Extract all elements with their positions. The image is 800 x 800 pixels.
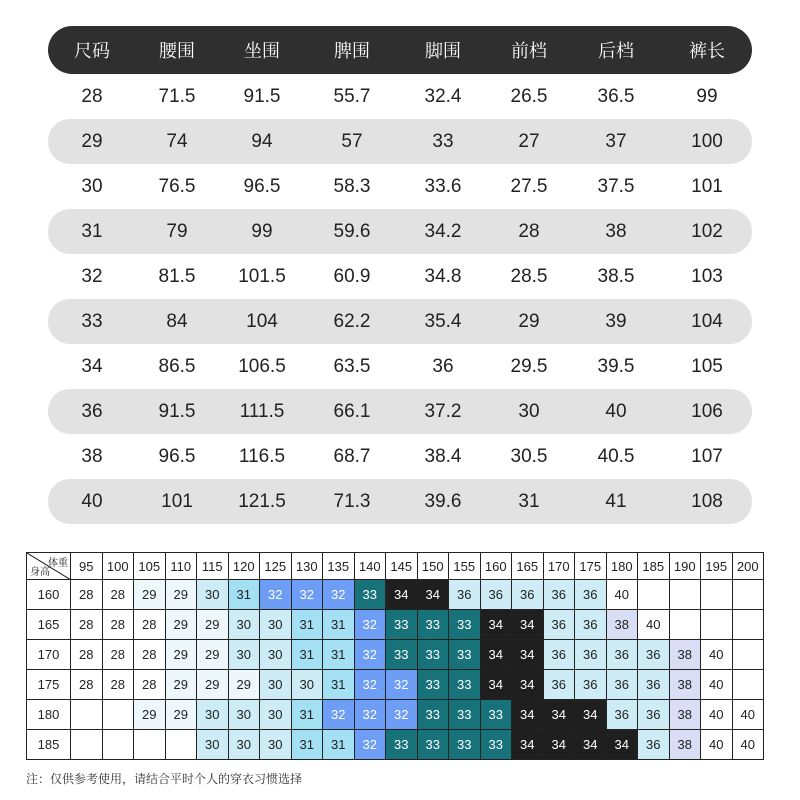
height-label: 170 [27, 640, 71, 670]
table-cell: 111.5 [239, 400, 285, 422]
weight-header: 195 [701, 553, 733, 580]
table-cell: 86.5 [158, 355, 196, 377]
size-cell: 36 [575, 670, 607, 700]
weight-header: 100 [102, 553, 134, 580]
size-cell: 33 [449, 730, 481, 760]
table-cell: 33 [432, 130, 454, 152]
size-cell: 32 [323, 580, 355, 610]
size-cell: 32 [291, 580, 323, 610]
size-cell: 31 [323, 730, 355, 760]
size-cell: 36 [512, 580, 544, 610]
table-cell: 104 [691, 310, 723, 332]
weight-header: 155 [449, 553, 481, 580]
size-cell [102, 700, 134, 730]
size-cell: 34 [386, 580, 418, 610]
table-cell: 59.6 [333, 220, 371, 242]
table-cell: 29 [518, 310, 540, 332]
size-cell: 36 [449, 580, 481, 610]
size-cell: 30 [197, 580, 229, 610]
size-cell: 32 [354, 610, 386, 640]
table-cell: 28.5 [510, 265, 548, 287]
table-cell: 79 [166, 220, 188, 242]
height-label: 185 [27, 730, 71, 760]
table-cell: 30 [81, 175, 103, 197]
size-cell [732, 640, 764, 670]
size-cell: 31 [291, 610, 323, 640]
size-cell: 29 [165, 580, 197, 610]
size-cell: 31 [291, 640, 323, 670]
size-cell: 28 [102, 640, 134, 670]
size-cell [701, 580, 733, 610]
weight-header: 185 [638, 553, 670, 580]
weight-header: 160 [480, 553, 512, 580]
size-cell [732, 610, 764, 640]
size-cell: 28 [71, 640, 103, 670]
size-cell: 34 [512, 610, 544, 640]
table-cell: 36.5 [597, 85, 635, 107]
size-cell: 31 [228, 580, 260, 610]
size-cell: 29 [165, 670, 197, 700]
table-cell: 31 [81, 220, 103, 242]
size-cell: 34 [480, 610, 512, 640]
weight-header: 140 [354, 553, 386, 580]
size-cell: 32 [386, 700, 418, 730]
size-cell: 29 [197, 610, 229, 640]
size-cell: 30 [260, 670, 292, 700]
weight-header: 120 [228, 553, 260, 580]
column-header: 坐围 [244, 41, 280, 62]
size-cell: 33 [386, 730, 418, 760]
size-cell: 32 [354, 640, 386, 670]
size-cell: 32 [260, 580, 292, 610]
size-cell: 33 [354, 580, 386, 610]
size-cell: 34 [512, 730, 544, 760]
size-cell: 36 [638, 700, 670, 730]
column-header: 脚围 [425, 41, 461, 62]
table-cell: 74 [166, 130, 188, 152]
size-cell: 29 [165, 700, 197, 730]
weight-header-row [27, 553, 764, 580]
size-cell: 28 [102, 610, 134, 640]
table-cell: 34.2 [424, 220, 462, 242]
size-cell: 33 [449, 670, 481, 700]
size-cell: 38 [606, 610, 638, 640]
table-cell: 76.5 [158, 175, 196, 197]
table-cell: 101 [691, 175, 723, 197]
size-cell: 31 [291, 700, 323, 730]
table-cell: 37.2 [424, 400, 462, 422]
size-cell [102, 730, 134, 760]
table-cell: 28 [81, 85, 103, 107]
weight-header: 110 [165, 553, 197, 580]
table-row [48, 434, 752, 479]
table-cell: 101.5 [238, 265, 286, 287]
table-cell: 37.5 [597, 175, 635, 197]
table-cell: 62.2 [333, 310, 371, 332]
size-cell: 36 [543, 640, 575, 670]
table-cell: 32 [81, 265, 103, 287]
size-cell: 33 [417, 730, 449, 760]
height-row [27, 580, 764, 610]
table-cell: 33.6 [424, 175, 462, 197]
size-cell: 30 [228, 700, 260, 730]
size-cell: 28 [71, 610, 103, 640]
size-cell: 34 [417, 580, 449, 610]
size-cell: 29 [165, 610, 197, 640]
size-cell: 30 [260, 730, 292, 760]
size-cell: 34 [543, 700, 575, 730]
size-cell: 30 [197, 700, 229, 730]
size-cell: 36 [606, 640, 638, 670]
table-cell: 100 [691, 130, 723, 152]
corner-weight-label: 体重 [48, 558, 68, 569]
table-cell: 91.5 [158, 400, 196, 422]
size-cell [669, 610, 701, 640]
size-cell: 40 [606, 580, 638, 610]
size-cell: 29 [197, 670, 229, 700]
size-cell: 36 [638, 670, 670, 700]
size-cell: 32 [354, 730, 386, 760]
table-cell: 81.5 [158, 265, 196, 287]
table-cell: 38 [605, 220, 627, 242]
table-cell: 121.5 [238, 490, 286, 512]
table-cell: 106 [691, 400, 723, 422]
size-table [48, 26, 752, 524]
size-cell: 40 [701, 730, 733, 760]
size-cell: 28 [134, 640, 166, 670]
size-cell: 40 [701, 640, 733, 670]
size-cell: 36 [480, 580, 512, 610]
table-cell: 36 [81, 400, 103, 422]
size-cell: 38 [669, 640, 701, 670]
size-cell: 30 [197, 730, 229, 760]
size-cell: 38 [669, 700, 701, 730]
size-cell: 36 [543, 580, 575, 610]
size-cell: 36 [638, 640, 670, 670]
weight-header: 145 [386, 553, 418, 580]
weight-header: 95 [71, 553, 103, 580]
size-cell: 36 [543, 610, 575, 640]
table-cell: 116.5 [238, 445, 286, 467]
column-header: 后档 [598, 41, 634, 62]
table-cell: 38 [81, 445, 103, 467]
size-cell: 28 [134, 670, 166, 700]
table-row [48, 74, 752, 119]
corner-height-label: 身高 [30, 567, 50, 578]
table-cell: 28 [518, 220, 540, 242]
table-cell: 39 [605, 310, 627, 332]
weight-header: 170 [543, 553, 575, 580]
table-cell: 66.1 [333, 400, 371, 422]
size-cell: 32 [386, 670, 418, 700]
size-cell: 40 [732, 730, 764, 760]
weight-header: 180 [606, 553, 638, 580]
size-cell: 30 [228, 640, 260, 670]
size-cell: 36 [606, 670, 638, 700]
table-cell: 31 [518, 490, 540, 512]
size-cell [638, 580, 670, 610]
size-cell: 36 [575, 610, 607, 640]
table-cell: 36 [432, 355, 454, 377]
size-cell: 34 [512, 700, 544, 730]
size-cell: 33 [417, 640, 449, 670]
size-cell [732, 580, 764, 610]
weight-header: 150 [417, 553, 449, 580]
weight-header: 115 [197, 553, 229, 580]
column-header: 裤长 [689, 41, 725, 62]
size-cell: 40 [638, 610, 670, 640]
table-row [48, 164, 752, 209]
size-cell: 33 [417, 670, 449, 700]
size-cell: 36 [638, 730, 670, 760]
size-cell: 33 [386, 640, 418, 670]
table-cell: 27 [518, 130, 540, 152]
table-cell: 105 [691, 355, 723, 377]
size-cell [71, 730, 103, 760]
size-cell: 28 [134, 610, 166, 640]
size-cell: 29 [134, 580, 166, 610]
table-cell: 94 [251, 130, 273, 152]
size-cell [732, 670, 764, 700]
table-cell: 99 [251, 220, 273, 242]
table-cell: 55.7 [333, 85, 371, 107]
table-cell: 37 [605, 130, 627, 152]
table-cell: 57 [341, 130, 363, 152]
size-cell: 30 [291, 670, 323, 700]
size-cell: 32 [354, 700, 386, 730]
height-row [27, 670, 764, 700]
table-cell: 68.7 [333, 445, 371, 467]
table-cell: 102 [691, 220, 723, 242]
size-cell: 31 [291, 730, 323, 760]
size-cell: 38 [669, 670, 701, 700]
table-cell: 30 [518, 400, 540, 422]
size-cell: 40 [701, 700, 733, 730]
size-cell: 34 [606, 730, 638, 760]
height-row [27, 730, 764, 760]
size-cell: 30 [260, 700, 292, 730]
height-label: 165 [27, 610, 71, 640]
table-cell: 106.5 [238, 355, 286, 377]
size-cell [701, 610, 733, 640]
size-cell: 34 [543, 730, 575, 760]
size-cell [134, 730, 166, 760]
size-cell: 30 [260, 610, 292, 640]
size-cell: 28 [102, 670, 134, 700]
size-cell: 40 [732, 700, 764, 730]
table-cell: 58.3 [333, 175, 371, 197]
table-cell: 96.5 [243, 175, 281, 197]
table-row [48, 299, 752, 344]
height-row [27, 610, 764, 640]
height-label: 175 [27, 670, 71, 700]
size-cell: 34 [480, 670, 512, 700]
table-row [48, 209, 752, 254]
table-cell: 104 [246, 310, 278, 332]
size-cell [165, 730, 197, 760]
size-cell: 33 [449, 640, 481, 670]
table-cell: 35.4 [424, 310, 462, 332]
size-cell: 34 [512, 670, 544, 700]
size-cell: 34 [512, 640, 544, 670]
weight-header: 165 [512, 553, 544, 580]
table-cell: 96.5 [158, 445, 196, 467]
weight-header: 190 [669, 553, 701, 580]
table-cell: 29 [81, 130, 103, 152]
size-cell: 36 [575, 640, 607, 670]
size-cell [669, 580, 701, 610]
table-cell: 38.4 [424, 445, 462, 467]
table-cell: 108 [691, 490, 723, 512]
size-cell: 36 [575, 580, 607, 610]
corner-cell [27, 553, 71, 580]
size-cell: 34 [480, 640, 512, 670]
size-cell: 32 [354, 670, 386, 700]
table-row [48, 344, 752, 389]
size-cell: 33 [480, 700, 512, 730]
size-cell: 36 [606, 700, 638, 730]
table-row [48, 479, 752, 524]
table-cell: 63.5 [333, 355, 371, 377]
column-header: 脾围 [334, 41, 370, 62]
table-row [48, 389, 752, 434]
table-cell: 40 [605, 400, 627, 422]
table-cell: 71.3 [333, 490, 371, 512]
table-cell: 39.6 [424, 490, 462, 512]
size-cell: 28 [102, 580, 134, 610]
size-cell: 33 [417, 700, 449, 730]
table-cell: 101 [161, 490, 193, 512]
table-cell: 84 [166, 310, 188, 332]
size-cell: 29 [228, 670, 260, 700]
table-cell: 40.5 [597, 445, 635, 467]
weight-header: 105 [134, 553, 166, 580]
size-cell: 36 [543, 670, 575, 700]
size-cell: 33 [417, 610, 449, 640]
table-cell: 60.9 [333, 265, 371, 287]
height-label: 160 [27, 580, 71, 610]
weight-header: 125 [260, 553, 292, 580]
size-cell: 31 [323, 670, 355, 700]
size-cell: 32 [323, 700, 355, 730]
table-cell: 38.5 [597, 265, 635, 287]
column-header: 腰围 [159, 41, 195, 62]
table-row [48, 254, 752, 299]
size-cell: 29 [134, 700, 166, 730]
size-cell [71, 700, 103, 730]
table-cell: 26.5 [510, 85, 548, 107]
table-cell: 33 [81, 310, 103, 332]
table-cell: 71.5 [158, 85, 196, 107]
weight-header: 200 [732, 553, 764, 580]
size-cell: 38 [669, 730, 701, 760]
size-cell: 31 [323, 640, 355, 670]
table-cell: 30.5 [510, 445, 548, 467]
size-recommendation-table [26, 552, 764, 760]
table-cell: 99 [696, 85, 718, 107]
table-cell: 107 [691, 445, 723, 467]
table-cell: 34.8 [424, 265, 462, 287]
table-cell: 41 [605, 490, 627, 512]
column-header: 前档 [511, 41, 547, 62]
size-cell: 33 [480, 730, 512, 760]
size-cell: 40 [701, 670, 733, 700]
table-cell: 39.5 [597, 355, 635, 377]
size-cell: 33 [386, 610, 418, 640]
size-cell: 29 [165, 640, 197, 670]
column-header: 尺码 [74, 41, 110, 62]
height-row [27, 700, 764, 730]
table-cell: 91.5 [243, 85, 281, 107]
size-cell: 28 [71, 670, 103, 700]
size-cell: 30 [260, 640, 292, 670]
size-cell: 29 [197, 640, 229, 670]
size-cell: 34 [575, 730, 607, 760]
table-cell: 103 [691, 265, 723, 287]
weight-header: 175 [575, 553, 607, 580]
size-cell: 30 [228, 730, 260, 760]
height-label: 180 [27, 700, 71, 730]
table-cell: 34 [81, 355, 103, 377]
table-row [48, 119, 752, 164]
size-cell: 31 [323, 610, 355, 640]
size-cell: 30 [228, 610, 260, 640]
footnote: 注：仅供参考使用，请结合平时个人的穿衣习惯选择 [26, 772, 303, 786]
table-header-row [48, 26, 752, 74]
size-cell: 33 [449, 700, 481, 730]
table-cell: 40 [81, 490, 103, 512]
height-row [27, 640, 764, 670]
size-cell: 34 [575, 700, 607, 730]
table-cell: 32.4 [424, 85, 462, 107]
size-cell: 28 [71, 580, 103, 610]
weight-header: 130 [291, 553, 323, 580]
table-cell: 29.5 [510, 355, 548, 377]
size-cell: 33 [449, 610, 481, 640]
weight-header: 135 [323, 553, 355, 580]
table-cell: 27.5 [510, 175, 548, 197]
